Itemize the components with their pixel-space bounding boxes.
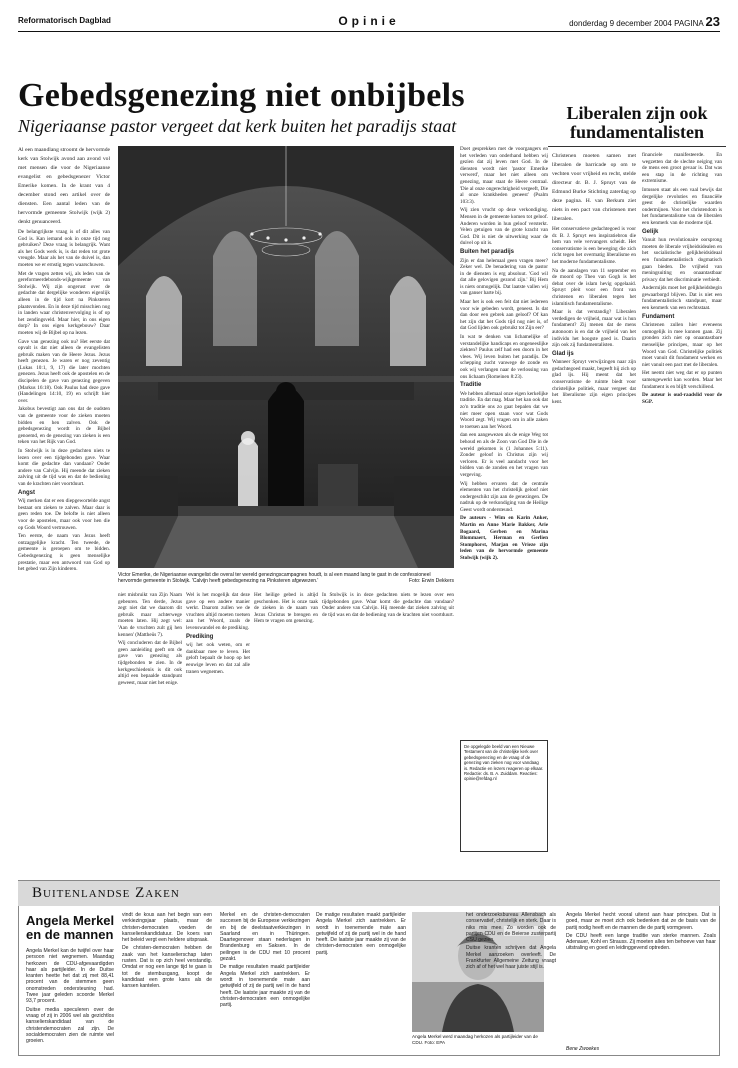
paragraph: Wij merken dat er een diepgewortelde angst bestaat om zieken te zalven. Maar daar is geen reden toe. De belofte is niet alleen voor de apostelen, maar ook voor hen die op Gods Woord vertrouwen. — [18, 498, 110, 531]
sidebar-column-1 — [552, 152, 636, 864]
paragraph: We hebben allemaal onze eigen kerkelijke traditie. En dat mag. Maar het kan ook dat zo'n traditie ons zo gaat bepalen dat we niet meer open staan voor wat Gods Woord zegt. Wij vragen om in alle zaken te toetsen aan het Woord. — [460, 390, 548, 430]
paragraph: Wanneer Spruyt verwijzingen naar zijn gedachtegoed maakt, begeeft hij zich op glad ijs. Hij meent dat het conservatisme de ruimte biedt voor christelijke politiek, maar vergeet dat het liberalisme zijn eigen principes kent. — [552, 359, 636, 405]
paragraph: Angela Merkel hecht vooral uiterst aan haar principes. Dat is goed, maar ze moet zich ook bedenken dat ze de basis van de partij nodig heeft en de mannen die de partij vormgeven. — [566, 912, 716, 931]
bz-column-5 — [466, 912, 556, 1052]
paragraph: Het conservatieve gedachtegoed is voor dr. B. J. Spruyt een inspiratiebron die hem van vele vervangers scheidt. Het conservatisme is een beweging die zich richt tegen het overmatig liberalisme en het moderne fundamentalisme. — [552, 226, 636, 265]
paragraph: Zijn er dan helemaal geen vragen meer? Zeker wel. De benadering van de pastor in de diensten is erg absoluut. 'God wil dat alle gelovigen gezond zijn.' Bij Hem is niets onmogelijk. Dat laatste vallen wij van ganser harte bij. — [460, 257, 548, 297]
paragraph: Maar het is ook een feit dat niet iedereen voor wie gebeden wordt, geneest. Is dat dan door een gebrek aan geloof? Of kan het zijn dat het Gods tijd nog niet is, of dat God lijden ook gebruikt tot Zijn eer? — [460, 299, 548, 332]
photo-credit: Foto: Erwin Dekkers — [408, 578, 454, 585]
section-banner — [18, 880, 720, 906]
page-label: PAGINA — [674, 19, 704, 28]
paragraph: De matige resultaten maakt partijleider Angela Merkel zich aantrekken. Er wordt in toenemende mate aan getwijfeld of zij de partij wel in de hand heeft. De laatste jaar maakte zij van de christen-democraten een onmogelijke partij. — [220, 964, 310, 1009]
sidebar-column-2 — [642, 152, 722, 864]
paragraph: niet misbruikt van Zijn Naam gebeuren. Ten derde, Jezus zegt niet dat we daarom dit gebruik maar achterwege moeten laten. Hij zegt wel: 'Aan de vruchten zult gij hen kennen' (Mattheüs 7). — [118, 592, 182, 638]
article-column-1 — [18, 146, 110, 706]
church-interior-illustration — [118, 146, 454, 568]
paragraph: Merkel en de christen-democraten succesen bij de Europese verkiezingen en bij de deelstaatverkiezingen in Saarland en in Thüringen. Daartegenover staan nederlagen in Brandenburg en Saksen. In de peilingen is de CDU met 10 procent gezakt. — [220, 912, 310, 963]
paragraph: Intussen staat als een vaal bewijs dat dergelijke revoluties en financiële geest de christelijke waarden ondermijnen. Voor het christendom is het fundamentalisme van de liberalen een kenmerk van de moderne tijd. — [642, 186, 722, 226]
sidebar-signer: De auteur is oud-raadslid voor de SGP. — [642, 392, 722, 405]
paragraph: De belangrijkste vraag is of dit alles van God is. Kan iemand ook in onze tijd nog gebruiken? Deze vraag is belangrijk. Want als het Gods werk is, is dat reden tot grote vreugde. Maar als het van de duivel is, dan moeten we er ernstig tegen waarschuwen. — [18, 229, 110, 268]
article-photo — [118, 146, 454, 568]
paragraph: De CDU heeft een lange traditie van sterke mannen. Zoals Adenauer, Kohl en Strauss. Zij moeten alles ten behoeve van haar uitstraling en goed en leidinggevend optreden. — [566, 932, 716, 952]
subheading-traditie: Traditie — [460, 382, 482, 389]
paragraph: In Stolwijk is in deze gedachten niets te lezen over een tijdgebonden gave. Waar komt die gedachte dan vandaan? Onder andere van Calvijn. Hij meende dat zieken zalving uit de tijd was en dat de bediening van de krachten niet voortduurt. — [322, 592, 454, 618]
author-signers: De auteurs - Wim en Karin Anker, Martin en Anne Marie Bakker, Arie Bogaard, Gerben en Marina Blommaert, Herman en Gerlien Stomphorst, Marjan en Vrieze zijn leden van de hervormde gemeente Stolwijk (wijk 2). — [460, 515, 548, 562]
paragraph: Ten eerste, de naam van Jezus heeft ontzaggelijke kracht. Ten tweede, de gemeente is geroepen om te bidden. Gebedsgenezing is geen menselijke prestatie, maar een antwoord van God op het gebed van Zijn kinderen. — [18, 533, 110, 573]
paragraph: Wij hebben ervaren dat de centrale elementen van het christelijk geloof niet ondergeschikt zijn aan de genezingen. De nadruk op de verkondiging van de Heilige Geest wordt ondersteund. — [460, 480, 548, 513]
info-box: De opgelegde beeld van een Nieuwe Testament van de christelijke kerk over gebedsgenezing en de vraag of de genezing van zieken nog voor vandaag is. Redactie en lezers reageren op elkaar. Redactie: ds. B. A. Zuiddam. Reacties: opinie@refdag.nl — [460, 740, 548, 852]
photo-caption — [118, 572, 454, 584]
paragraph: Met de vragen zetten wij, als leden van de gereformeerdebonds-wijkgemeente van Stolwijk. Wij zijn ongerust over de gedachte dat dergelijke wonderen eigenlijk alleen in de tijd kort na Pinksteren plaatsvonden. En in deze tijd misschien nog in landen waar christenvervolging is of op het zendingsveld. Maar hier, in ons eigen dorp? In ons eigen kerkgebouw? Daar moeten wij de Bijbel op na lezen. — [18, 270, 110, 336]
article-column-4 — [186, 592, 250, 864]
subheading-angst: Angst — [18, 489, 35, 496]
paragraph: Vanuit hun revolutionaire oorsprong moeten de liberale vrijheidsidealen en het socialistische gelijkheidsideaal een fundamentalistisch dogmatisch gaan bieden. De vrijheid van meningsuiting en onaantastbaar privacy dat het discriminatie verbiedt. — [642, 237, 722, 283]
paragraph: Angela Merkel kan de twijfel over haar persoon niet wegnemen. Maandag herkozen de CDU-afgevaardigden haar als partijleider. In de Duitse kranten heette het dat zij met 88,41 procent van de stemmen geen onomstreden ondersteuning had. Twee jaar geleden scoorde Merkel 93,7 procent. — [26, 948, 114, 1005]
paragraph: In wat te denken van lichamelijke of verstandelijke handicaps en ongeneeslijke ziekten? Paulus zelf had een doorn in het vlees. Wij leven buiten het paradijs. De schepping zucht vanwege de zonde en ook wij verlangen naar de verlossing van ons lichaam (Romeinen 8:23). — [460, 334, 548, 380]
sidebar-headline: Liberalen zijn ook fundamentalisten — [566, 103, 708, 142]
paragraph: In Stolwijk is in deze gedachten niets te lezen over een tijdgebonden gave. Waar komt die gedachte dan vandaan? Onder andere van Calvijn. Hij meende dat zieken zalving uit de tijd was en dat de bediening van de krachten niet voortduurt. — [18, 448, 110, 487]
section-banner-title: Buitenlandse Zaken — [32, 885, 180, 901]
paragraph: vindt de kous aan het begin van een verkiezingsjaar plaats, maar de christen-democraten voeden de kanselierskandidatuur. De koers van het beleid vergt een heldere uitspraak. — [122, 912, 212, 944]
article-headline: Gebedsgenezing niet onbijbels — [18, 77, 465, 114]
sidebar-intro: Christenen moeten samen met liberalen de barricade op om te vechten voor vrijheid en recht, stelde directeur dr. B. J. Spruyt van de Edmund Burke Stichting zaterdag op deze pagina. H. van Berkum ziet niets in een pact van christenen met liberalen. — [552, 153, 636, 222]
paragraph: financiele manifesteerde. En wegzetten dat de slechte neiging van de mens een groot gevaar is. Dat was een stap in de richting van extremisme. — [642, 152, 722, 185]
paragraph: Het neemt niet weg dat er op punten samengewerkt kan worden. Maar het fundament is en blijft verschillend. — [642, 370, 722, 390]
bz-column-6 — [566, 912, 716, 1042]
paragraph: Andermijds moet het gelijkheidsbegin gewaarborgd blijven. Dat is niet een fundamentalistisch standpunt, maar een kenmerk van een rechtsstaat. — [642, 285, 722, 312]
article-column-6 — [322, 592, 454, 864]
photo-caption-text: Victor Emerike, de Nigeriaanse evangelist die overal ter wereld genezingscampagnes houdt, is al een maand lang te gast in de confessioneel hervormde gemeente in Stolwijk. 'Calvijn heeft gebedsgenezing na Pinksteren afgewezen.' — [118, 572, 431, 585]
paragraph: Wij concluderen dat de Bijbel geen aanleiding geeft om de gave van genezing als tijdgebonden te zien. In de kerkgeschiedenis is dit ook altijd een bepaalde standpunt geweest, maar niet het enige. — [118, 640, 182, 686]
paragraph: Maar is dat verstandig? Liberalen verdedigen de vrijheid, maar wat is hun fundament? Zij menen dat de mens autonoom is en dat de vrijheid van het individu het hoogste goed is. Daarin zijn ook zij fundamentalisten. — [552, 309, 636, 349]
bz-column-4 — [316, 912, 406, 1048]
paragraph: De matige resultaten maakt partijleider Angela Merkel zich aantrekken. Er wordt in toenemende mate aan getwijfeld of zij de partij wel in de hand heeft. De laatste jaar maakte zij van de christen-democraten een onmogelijke partij. — [316, 912, 406, 956]
paragraph: Christenen zullen hier eveneens onmogelijk in mee kunnen gaan. Zij gronden zich niet op onaantastbare menselijke principes, maar op het Woord van God. Christelijke politiek moet vanuit dit fundament werken en niet vanuit een pact met de liberalen. — [642, 322, 722, 368]
paragraph: Duitse kranten schrijven dat Angela Merkel aanzoeken overleeft. De Frankfurter Allgemeine Zeitung vraagt zich af of het wel haar juiste stijl is. — [466, 945, 556, 971]
paper-name: Reformatorisch Dagblad — [18, 16, 111, 25]
issue-date — [569, 14, 720, 29]
paragraph: Jakobus bevestigt aan ons dat de oudsten van de gemeente voor de zieken moeten bidden en hen zalven. Ook de gebedsgenezing wordt in de Bijbel genoemd, en de genezing van zieken is een teken van het Rijk van God. — [18, 406, 110, 446]
sidebar-rule — [548, 146, 726, 147]
paragraph: het onderzoeksbureau Allensbach als conservatief, christelijk en sterk. Daar is niks mis mee. Zo worden ook de partijen CDU en de Beierse zusterpartij CSU gezien. — [466, 912, 556, 944]
date-text: donderdag 9 december 2004 — [569, 19, 672, 28]
masthead — [18, 14, 720, 32]
subheading-paradijs: Buiten het paradijs — [460, 248, 515, 255]
article-column-5 — [254, 592, 318, 864]
paragraph: Doet gesprekken met de voorgangers en het verleden van onderhand hebben wij gezien dat zij leven met God. In de diensten wordt niet 'pastor Emerike verwerd', maar het niet alleen om genezing, maar staat de Heere centraal. 'Die al onze ongerechtigheid vergeeft, Die al onze krankheden geneest' (Psalm 103:3). — [460, 146, 548, 205]
article-lead: Al een maandlang stroomt de hervormde kerk van Stolwijk avond aan avond vol met mensen die voor de Nigeriaanse evangelist en gebedsgenezer Victor Emerike komen. In de krant van 4 december stond een artikel over de diensten. Een aantal leden van de hervormde gemeente Stolwijk (wijk 2) denkt genuanceerd. — [18, 147, 110, 225]
paragraph: Na de aanslagen van 11 september en de moord op Theo van Gogh is het debat over de islam hevig opgelaaid. Spruyt pleit voor een front van christenen en liberalen tegen het islamitisch fundamentalisme. — [552, 267, 636, 307]
article-subhead: Nigeriaanse pastor vergeet dat kerk buiten het paradijs staat — [18, 116, 457, 136]
bz-photo-caption-text: Angela Merkel werd maandag herkozen als partijleider van de CDU. — [412, 1034, 538, 1045]
bz-column-2 — [122, 912, 212, 1048]
paragraph: De christen-democraten hebben de zaak van het kanselierschap laten rusten. Dat is op zich heel verstandig. Omdat er nog een lange tijd te gaan is tot de stembusgang, koopt de kandidaat een grote kans als de kansen kantelen. — [122, 945, 212, 990]
paragraph: wij het ook weten, om er dankbaar mee te leven. Het geloft bepaalt de hoop op het eeuwige leven en dat zal alle tranen wegnemen. — [186, 642, 250, 675]
article-column-2 — [460, 146, 548, 734]
paragraph: dan een aangewezen als de enige Weg tot behoud en als de Zoon van God Die in de wereld gekomen is (1 Johannes 5:11). Zonder geloof in Christus zijn wij verloren. Er is veel aandacht voor het bidden van de zonden en het vragen van vergeving. — [460, 432, 548, 478]
bz-photo-credit: Foto: EPA — [424, 1039, 446, 1045]
subheading-fundament: Fundament — [642, 313, 675, 320]
subheading-gelijk: Gelijk — [642, 228, 659, 235]
bz-column-1 — [26, 948, 114, 1048]
paragraph: Duitse media speculeren over de vraag of zij in 2006 wel als gezichtlos kanselierskandidaat van de christendemocraten zal zijn. De socialdemocraten zien de ruimte wel groeien. — [26, 1006, 114, 1045]
paragraph: Wij zien vrucht op deze verkondiging. Mensen in de gemeente komen tot geloof. Anderen worden in hun geloof versterkt. Velen getuigen van de grote kracht van God. Dit is niet de uitwerking waar de duivel op uit is. — [460, 207, 548, 247]
paragraph: Het heilige gebed is altijd geschonken. Het is onze taak de zieken in de naam van Jezus Christus te brengen en Hem te vragen om genezing. — [254, 592, 318, 625]
page-number: 23 — [705, 14, 720, 29]
paragraph: Gave van genezing ook nu? Het eerste dat opvalt is dat niet alleen de evangelisten gebruik maken van de Heere Jezus. Jezus heeft genezen. Je waren er nog zeventig (Lukas 10:1, 9, 17) die later mochten genezen. Jezus heeft ook de apostelen en de discipelen de gave van genezing gegeven (Markus 16:18). Ook Paulus had deze gave (Handelingen 14:10, 19) en schrijft hier over. — [18, 338, 110, 404]
article-column-3 — [118, 592, 182, 864]
bz-headline: Angela Merkel en de mannen — [26, 913, 115, 942]
subheading-glad-ijs: Glad ijs — [552, 350, 574, 357]
section-title: Opinie — [338, 14, 400, 28]
paragraph: Wel is het mogelijk dat deze gave op een andere manier werkt. Daarom zullen we de vruchten altijd moeten toetsen aan het Woord, zoals de levenswandel en de prediking. — [186, 592, 250, 631]
subheading-prediking: Prediking — [186, 633, 214, 640]
bz-column-3 — [220, 912, 310, 1048]
bz-byline: Bene Zwoekes — [566, 1046, 600, 1052]
